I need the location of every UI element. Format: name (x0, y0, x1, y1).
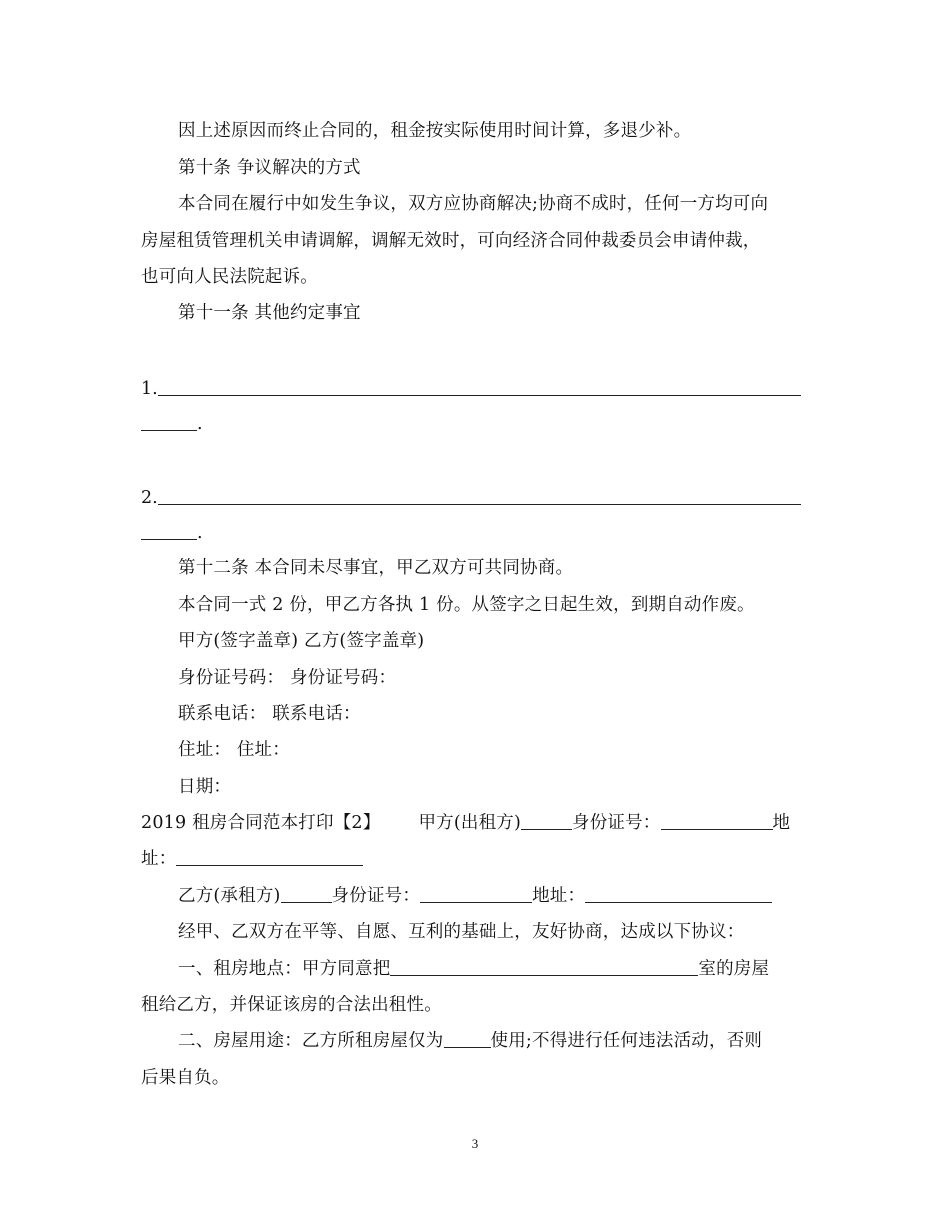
party-b-line (178, 884, 772, 908)
party-b-name-blank (281, 886, 332, 903)
item-1-period: . (197, 414, 203, 434)
party-b-address-blank (585, 886, 772, 903)
id-number-line: 身份证号码： 身份证号码： (178, 668, 397, 688)
rental-location-label: 一、租房地点：甲方同意把 (178, 959, 391, 979)
item-2-blank (141, 486, 801, 510)
party-b-label: 乙方(承租方) (178, 886, 281, 906)
party-b-id-label: 身份证号： (331, 886, 421, 906)
item-1-blank (141, 377, 801, 401)
phone-line: 联系电话： 联系电话： (178, 704, 361, 724)
contract-2-header (141, 811, 790, 835)
article-10-line-1: 本合同在履行中如发生争议，双方应协商解决;协商不成时，任何一方均可向 (178, 194, 769, 214)
party-a-addr-label-cont: 址： (141, 849, 177, 869)
rental-location-blank (390, 959, 698, 976)
party-a-address-blank (176, 849, 363, 866)
item-1-underline (158, 379, 801, 396)
item-2-underline-cont (141, 523, 197, 540)
address-line: 住址： 住址： (178, 740, 290, 760)
item-2-underline (158, 488, 801, 505)
page-number: 3 (471, 1136, 479, 1151)
item-1-underline-cont (141, 414, 197, 431)
paragraph-termination-rent: 因上述原因而终止合同的，租金按实际使用时间计算，多退少补。 (178, 121, 692, 141)
rental-location-line (178, 957, 769, 981)
agreement-preamble: 经甲、乙双方在平等、自愿、互利的基础上，友好协商，达成以下协议： (178, 922, 745, 942)
party-b-addr-label: 地址： (532, 886, 586, 906)
party-a-id-label: 身份证号： (572, 813, 661, 833)
contract-2-title: 2019 租房合同范本打印【2】 (141, 813, 381, 833)
item-1-number: 1. (141, 379, 158, 399)
article-10-line-2: 房屋租赁管理机关申请调解，调解无效时，可向经济合同仲裁委员会申请仲裁， (141, 231, 761, 251)
article-10-line-3: 也可向人民法院起诉。 (141, 267, 318, 287)
article-12: 第十二条 本合同未尽事宜，甲乙双方可共同协商。 (178, 558, 574, 578)
item-1-blank-cont (141, 412, 203, 436)
rental-location-line-2: 租给乙方，并保证该房的合法出租性。 (141, 995, 442, 1015)
house-use-line (178, 1029, 762, 1053)
rental-location-suffix: 室的房屋 (698, 959, 770, 979)
party-a-label: 甲方(出租方) (418, 813, 521, 833)
signature-line: 甲方(签字盖章) 乙方(签字盖章) (178, 631, 425, 651)
article-11-title: 第十一条 其他约定事宜 (178, 303, 361, 323)
house-use-line-2: 后果自负。 (141, 1068, 230, 1088)
party-a-address-line (141, 847, 363, 871)
item-2-number: 2. (141, 488, 158, 508)
item-2-period: . (197, 523, 203, 543)
house-use-suffix: 使用;不得进行任何违法活动，否则 (490, 1031, 763, 1051)
item-2-blank-cont (141, 521, 203, 545)
party-b-id-blank (420, 886, 532, 903)
house-use-blank (444, 1031, 491, 1048)
party-a-addr-label: 地 (772, 813, 791, 833)
article-10-title: 第十条 争议解决的方式 (178, 158, 361, 178)
house-use-label: 二、房屋用途：乙方所租房屋仅为 (178, 1031, 444, 1051)
party-a-name-blank (521, 813, 572, 830)
copies-clause: 本合同一式 2 份，甲乙方各执 1 份。从签字之日起生效，到期自动作废。 (178, 595, 755, 615)
party-a-id-blank (661, 813, 773, 830)
date-line: 日期： (178, 777, 232, 797)
